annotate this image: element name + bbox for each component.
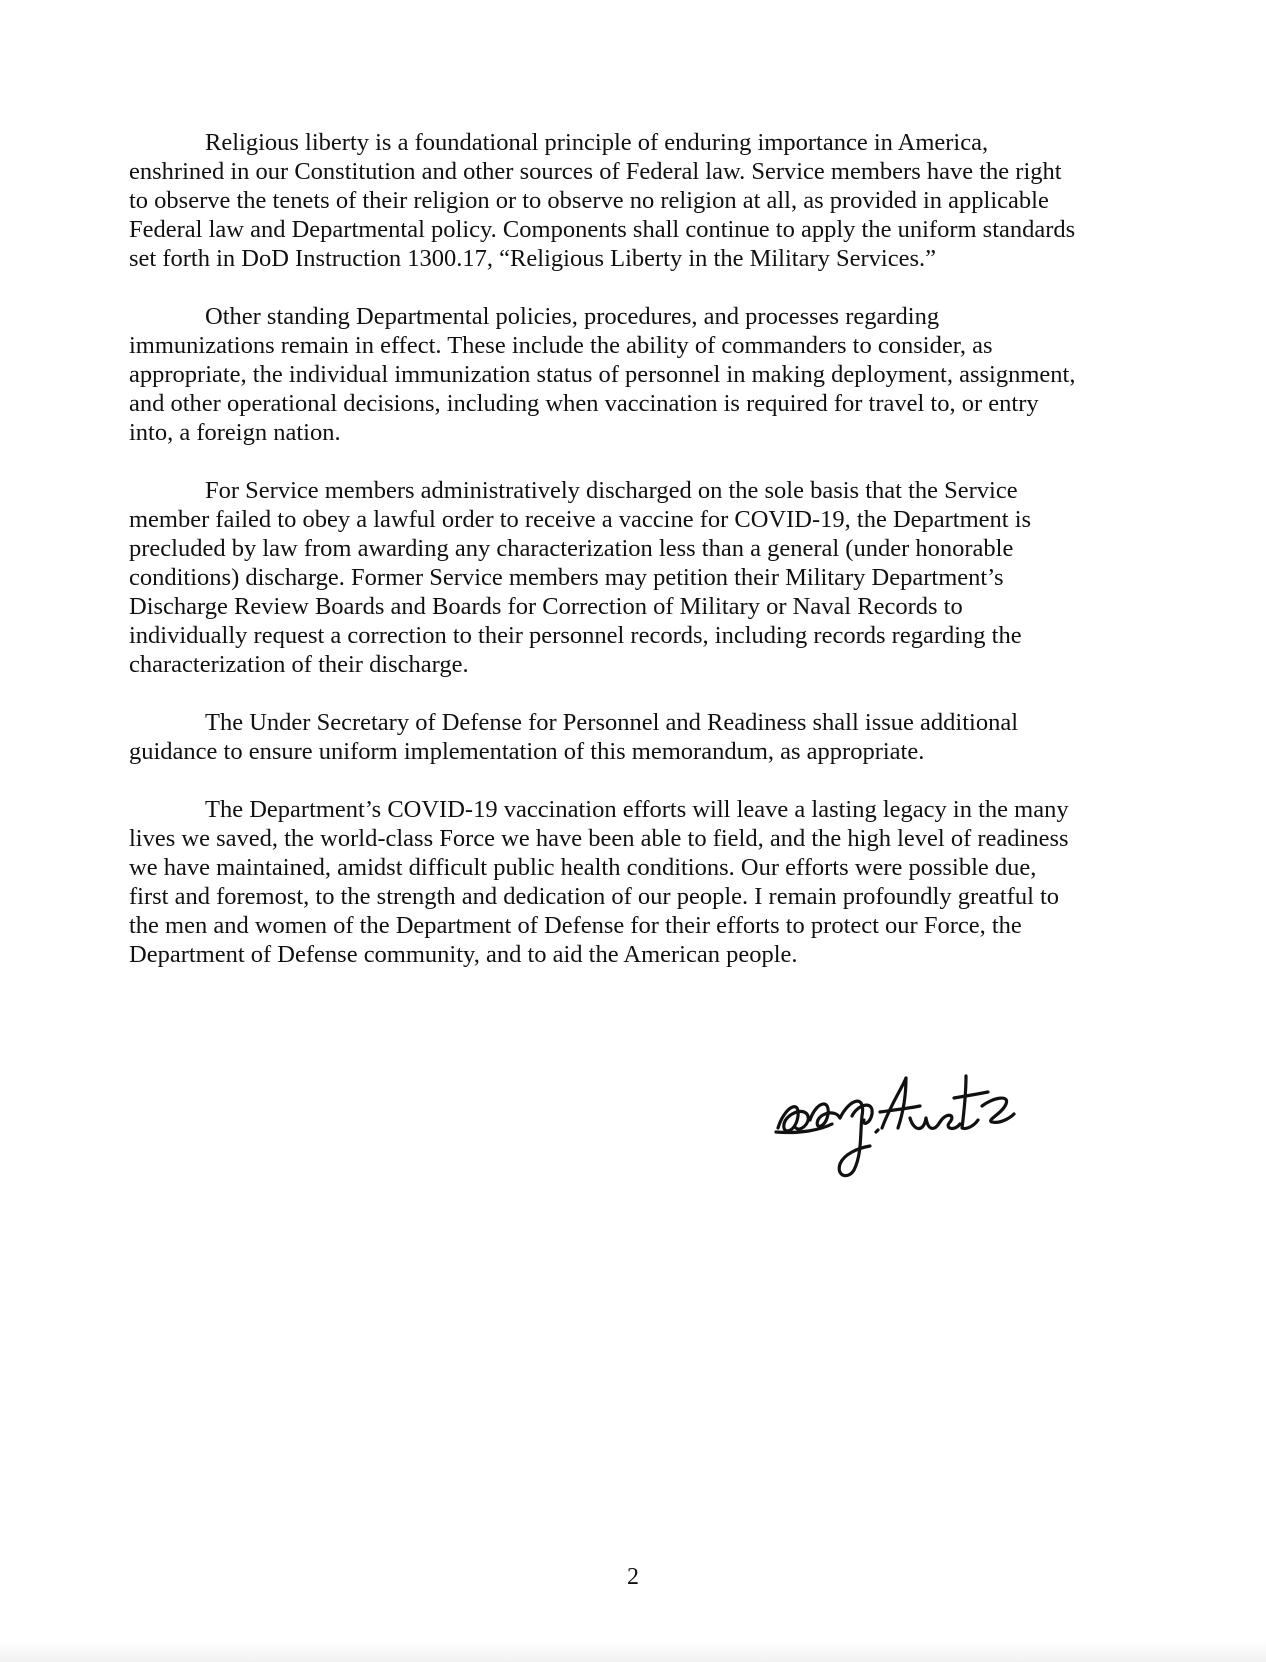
paragraph-religious-liberty: Religious liberty is a foundational principle of enduring importance in America, enshrined in our Constitution and other sources of Federal law. Service members have the right to observe the tenets of their religion or to observe no religion at all, as provided in applicable Federal law and Departmental policy. Components shall continue to apply the uniform standards set forth in DoD Instruction 1300.17, “Religious Liberty in the Military Services.” <box>129 129 1076 272</box>
paragraph-discharge-characterization: For Service members administratively discharged on the sole basis that the Service member failed to obey a lawful order to receive a vaccine for COVID-19, the Department is precluded by law from awarding any characterization less than a general (under honorable conditions) discharge. Former Service members may petition their Military Department’s Discharge Review Boards and Boards for Correction of Military or Naval Records to individually request a correction to their personnel records, including records regarding the characterization of their discharge. <box>129 477 1032 678</box>
paragraph-immunization-policies: Other standing Departmental policies, procedures, and processes regarding immunizations remain in effect. These include the ability of commanders to consider, as appropriate, the individual immunization status of personnel in making deployment, assignment, and other operational decisions, including when vaccination is required for travel to, or entry into, a foreign nation. <box>129 303 1076 446</box>
page-number: 2 <box>627 1564 639 1590</box>
memo-body <box>129 128 1129 998</box>
scan-bottom-edge <box>0 1640 1266 1662</box>
paragraph-additional-guidance: The Under Secretary of Defense for Personnel and Readiness shall issue additional guidance to ensure uniform implementation of this memorandum, as appropriate. <box>129 709 1019 765</box>
paragraph-closing: The Department’s COVID-19 vaccination efforts will leave a lasting legacy in the many lives we saved, the world-class Force we have been able to field, and the high level of readiness we have maintained, amidst difficult public health conditions. Our efforts were possible due, first and foremost, to the strength and dedication of our people. I remain profoundly greatful to the men and women of the Department of Defense for their efforts to protect our Force, the Department of Defense community, and to aid the American people. <box>129 796 1069 968</box>
handwritten-signature <box>770 1058 1055 1188</box>
